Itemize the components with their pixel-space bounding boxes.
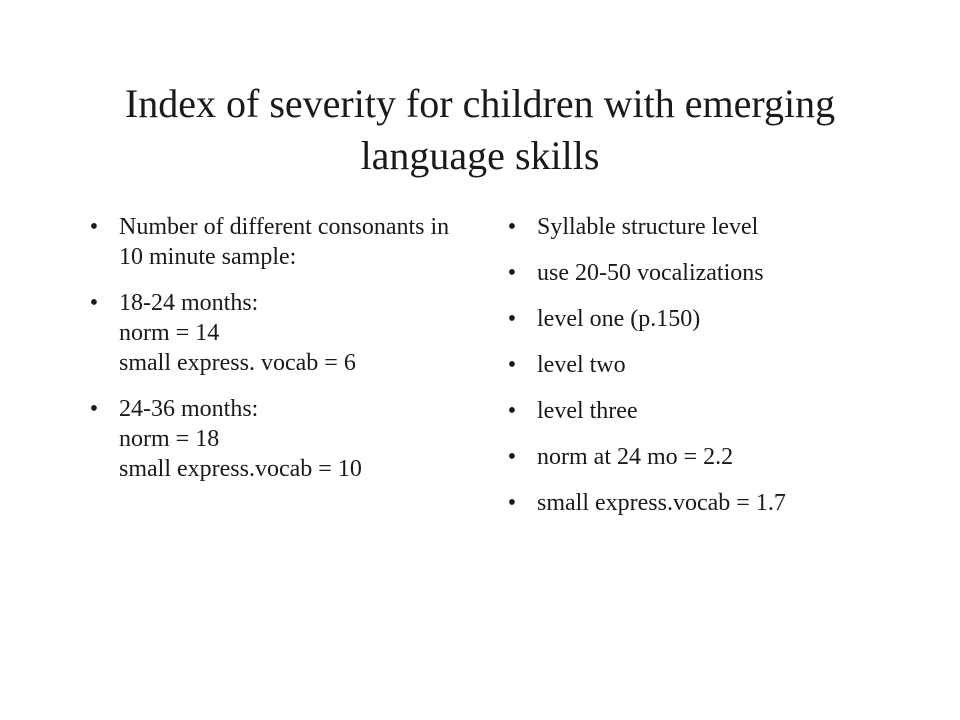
right-bullet-item-2 xyxy=(502,258,922,288)
bullet-text-line: norm = 14 xyxy=(119,320,220,346)
bullet-icon: • xyxy=(507,398,517,424)
left-bullet-item-3 xyxy=(84,394,464,484)
left-bullet-item-2 xyxy=(84,288,464,378)
bullet-text-line: small express. vocab = 6 xyxy=(119,350,356,376)
bullet-text: level one (p.150) xyxy=(537,306,701,332)
slide-title xyxy=(60,78,900,182)
right-bullet-item-4 xyxy=(502,350,922,380)
bullet-text: Number of different consonants in 10 minute sample: xyxy=(119,214,450,270)
bullet-icon: • xyxy=(507,444,517,470)
bullet-text: norm at 24 mo = 2.2 xyxy=(537,444,734,470)
bullet-text: level two xyxy=(537,352,626,378)
bullet-text: use 20-50 vocalizations xyxy=(537,260,764,286)
right-bullet-list xyxy=(502,212,922,534)
right-bullet-item-6 xyxy=(502,442,922,472)
right-bullet-item-5 xyxy=(502,396,922,426)
bullet-icon: • xyxy=(507,306,517,332)
bullet-text: small express.vocab = 1.7 xyxy=(537,490,786,516)
right-bullet-item-3 xyxy=(502,304,922,334)
bullet-icon: • xyxy=(507,352,517,378)
left-bullet-list xyxy=(84,212,464,500)
left-bullet-item-1 xyxy=(84,212,464,272)
bullet-text-line: norm = 18 xyxy=(119,426,220,452)
bullet-icon: • xyxy=(89,396,99,422)
bullet-icon: • xyxy=(507,490,517,516)
slide-title-line-2: language skills xyxy=(360,133,600,178)
right-bullet-item-7 xyxy=(502,488,922,518)
bullet-icon: • xyxy=(89,214,99,240)
bullet-text: level three xyxy=(537,398,638,424)
bullet-icon: • xyxy=(507,214,517,240)
bullet-icon: • xyxy=(507,260,517,286)
bullet-text-line: 24-36 months: xyxy=(119,396,259,422)
bullet-text-line: small express.vocab = 10 xyxy=(119,456,362,482)
slide-title-line-1: Index of severity for children with emerging xyxy=(124,81,836,126)
bullet-text-line: 18-24 months: xyxy=(119,290,259,316)
bullet-text: Syllable structure level xyxy=(537,214,759,240)
right-bullet-item-1 xyxy=(502,212,922,242)
bullet-icon: • xyxy=(89,290,99,316)
